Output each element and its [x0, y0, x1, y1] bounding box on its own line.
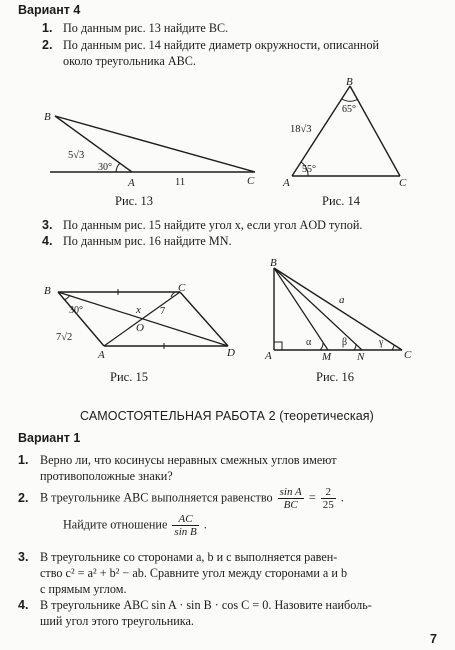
fraction-AC-sinB	[172, 513, 198, 538]
numerator: 2	[321, 486, 336, 499]
theory-task-2-pre: В треугольнике ABC выполняется равенство	[40, 490, 273, 505]
figure-13	[40, 108, 265, 188]
theory-task-3-line3: с прямым углом.	[40, 582, 127, 596]
theory-task-1-line2: противоположные знаки?	[40, 469, 173, 483]
point-m-label: M	[322, 351, 332, 363]
point-b-label: B	[346, 76, 353, 88]
point-c-label: C	[399, 177, 407, 188]
side-a-label: a	[339, 294, 345, 306]
angle-x-label: x	[136, 304, 141, 316]
point-n-label: N	[357, 351, 365, 363]
theory-task-3-line2: ство c² = a² + b² − ab. Сравните угол между сторонами a и b	[40, 566, 348, 580]
page-number: 7	[430, 632, 437, 646]
denominator: BC	[283, 499, 298, 511]
angle-gamma-label: γ	[379, 337, 384, 348]
segment-label: 7	[160, 306, 166, 317]
numerator: AC	[172, 513, 198, 526]
point-a-label: A	[283, 177, 290, 188]
task-4-text: По данным рис. 16 найдите MN.	[63, 234, 232, 248]
denominator: 25	[322, 499, 334, 511]
task-number: 3.	[42, 218, 53, 232]
side-ac-label: 11	[175, 177, 186, 188]
theory-task-2-line1	[40, 486, 344, 511]
angle-beta-label: β	[342, 337, 348, 348]
theory-task-4-line1: В треугольнике ABC sin A · sin B · cos C = 0. Назовите наиболь-	[40, 598, 372, 612]
figure-14	[280, 76, 420, 188]
angle-label: 30°	[98, 162, 112, 173]
period: .	[340, 490, 344, 505]
figure-15-caption: Рис. 15	[110, 370, 148, 384]
denominator: sin B	[174, 526, 197, 538]
figure-13-caption: Рис. 13	[115, 194, 153, 208]
point-b-label: B	[44, 285, 51, 297]
angle-b-label: 65°	[342, 104, 356, 115]
theory-task-2-line2	[63, 513, 207, 538]
point-a-label: A	[265, 350, 272, 362]
task-number: 2.	[18, 491, 29, 505]
task-number: 2.	[42, 38, 53, 52]
point-a-label: A	[98, 349, 105, 360]
point-b-label: B	[270, 258, 277, 269]
task-number: 4.	[42, 234, 53, 248]
angle-label: 30°	[69, 305, 83, 316]
theory-task-2-ask: Найдите отношение	[63, 517, 168, 532]
task-3-text: По данным рис. 15 найдите угол x, если угол AOD тупой.	[63, 218, 363, 232]
theory-task-1-line1: Верно ли, что косинусы неравных смежных углов имеют	[40, 453, 337, 467]
point-d-label: D	[227, 347, 235, 359]
side-label: 18√3	[290, 124, 312, 135]
point-o-label: O	[136, 322, 144, 334]
point-c-label: C	[178, 282, 186, 294]
variant-1-heading: Вариант 1	[18, 431, 81, 445]
task-number: 1.	[18, 453, 29, 467]
point-c-label: C	[404, 349, 412, 361]
numerator: sin A	[279, 486, 302, 498]
angle-a-label: 55°	[302, 164, 316, 175]
variant-4-heading: Вариант 4	[18, 3, 81, 17]
point-a-label: A	[128, 177, 135, 188]
side-label: 7√2	[56, 332, 73, 343]
task-number: 1.	[42, 21, 53, 35]
fraction-sinA-BC	[278, 486, 304, 511]
task-number: 3.	[18, 550, 29, 564]
task-number: 4.	[18, 598, 29, 612]
figure-16-caption: Рис. 16	[316, 370, 354, 384]
point-b-label: B	[44, 111, 51, 123]
equals-sign: =	[308, 490, 316, 505]
angle-alpha-label: α	[306, 337, 312, 348]
task-2-text-line2: около треугольника ABC.	[63, 54, 196, 68]
theory-task-4-line2: ший угол этого треугольника.	[40, 614, 194, 628]
side-label: 5√3	[68, 150, 85, 161]
period: .	[203, 517, 207, 532]
point-c-label: C	[247, 175, 255, 187]
figure-15	[38, 280, 243, 360]
fraction-2-25	[321, 486, 336, 511]
task-2-text-line1: По данным рис. 14 найдите диаметр окружности, описанной	[63, 38, 380, 52]
task-1-text: По данным рис. 13 найдите BC.	[63, 21, 229, 35]
figure-16	[262, 258, 422, 364]
figure-14-caption: Рис. 14	[322, 194, 360, 208]
theory-task-3-line1: В треугольнике со сторонами a, b и c выполняется равен-	[40, 550, 338, 564]
section-title: САМОСТОЯТЕЛЬНАЯ РАБОТА 2 (теоретическая)	[80, 409, 374, 423]
